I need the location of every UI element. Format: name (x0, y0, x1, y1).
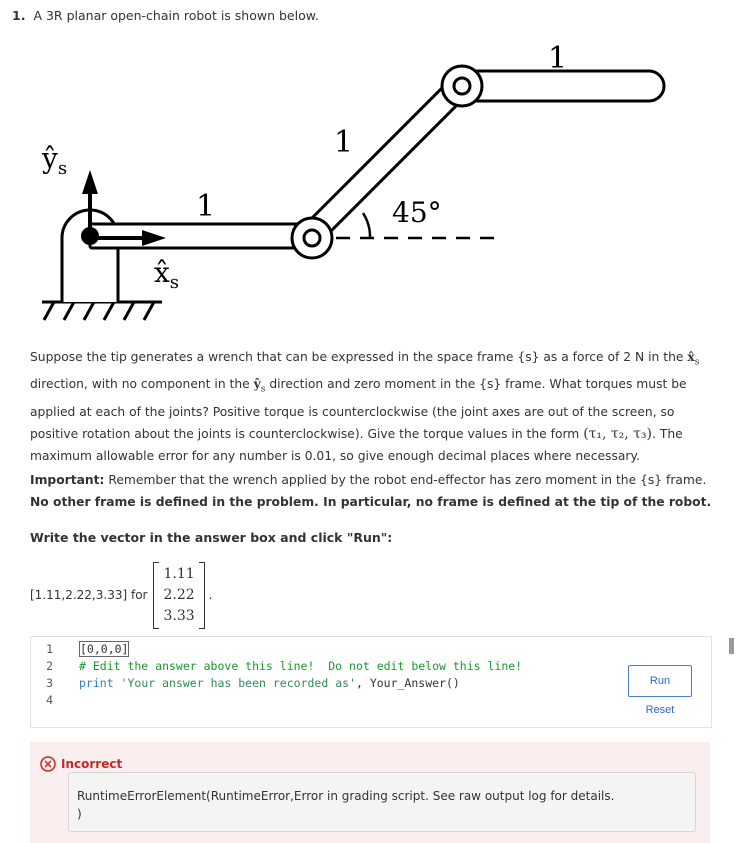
ground (42, 302, 162, 320)
ys-label: $ŷ_s$ (42, 142, 68, 179)
feedback-status-text: Incorrect (61, 757, 123, 771)
code-comment: # Edit the answer above this line! Do not edit below this line! (79, 659, 523, 673)
reset-link[interactable]: Reset (645, 704, 675, 716)
xs-label: $x̂_s$ (154, 256, 180, 293)
question-title-text: A 3R planar open-chain robot is shown below. (33, 8, 319, 23)
code-line-4[interactable] (31, 692, 522, 709)
editor-scrollbar[interactable] (729, 638, 734, 654)
matrix-entry: 1.11 (163, 565, 195, 582)
feedback-panel (30, 742, 710, 843)
error-message: RuntimeErrorElement(RuntimeError,Error in grading script. See raw output log for details. (77, 789, 615, 803)
feedback-status (40, 756, 122, 772)
error-circle-x-icon (40, 756, 56, 772)
problem-statement: Suppose the tip generates a wrench that can be expressed in the space frame {s} as a force of 2 N in the $x̂_s$ direction, with no component in the $ŷ_s$ direction and zero moment in the {s} frame. What torques must be applied at each of the joints? Positive torque is counterclockwise (the joint axes are out of the screen, so positive rotation about the joints is counterclockwise). Give the torque values in the form (τ₁, τ₂, τ₃). The maximum allowable error for any number is 0.01, so give enough decimal places where necessary. (30, 349, 700, 463)
answer-input[interactable]: [0,0,0] (80, 642, 129, 656)
error-message-close: ) (77, 807, 82, 821)
important-label: Important: (30, 473, 105, 487)
example-text: [1.11,2.22,3.33] for (30, 588, 148, 602)
torque-tuple: (τ₁, τ₂, τ₃) (583, 425, 652, 442)
angle-label: 45° (392, 196, 442, 229)
line-number: 3 (46, 676, 53, 690)
robot-figure (0, 28, 742, 328)
code-line-1[interactable] (31, 641, 522, 658)
link-3-length-label: 1 (548, 41, 568, 76)
matrix-entry: 2.22 (163, 586, 195, 603)
answer-prompt: Write the vector in the answer box and click "Run": (30, 530, 393, 545)
example-format (30, 562, 212, 628)
important-note: Important: Remember that the wrench applied by the robot end-effector has zero moment in the {s} frame. No other frame is defined in the problem. In particular, no frame is defined at the tip of the robot. (30, 473, 712, 509)
link-2-length-label: 1 (334, 125, 354, 160)
ys-axis-arrow (82, 170, 98, 194)
link-1-length-label: 1 (196, 189, 216, 224)
line-number: 4 (46, 693, 53, 707)
example-trail: . (208, 588, 213, 602)
example-matrix (153, 562, 204, 629)
code-line-2[interactable] (31, 658, 522, 675)
important-bold-text: No other frame is defined in the problem. In particular, no frame is defined at the tip of the robot. (30, 495, 712, 509)
code-editor[interactable] (30, 636, 712, 728)
run-button[interactable]: Run (628, 665, 692, 697)
question-number: 1. (12, 8, 26, 23)
line-number: 2 (46, 659, 53, 673)
question-title (12, 8, 319, 23)
matrix-entry: 3.33 (163, 607, 195, 624)
error-message-box (68, 772, 696, 832)
code-line-3[interactable]: 3 print 'Your answer has been recorded as' , Your_Answer() (31, 675, 522, 692)
angle-arc (363, 213, 370, 238)
line-number: 1 (46, 642, 53, 656)
